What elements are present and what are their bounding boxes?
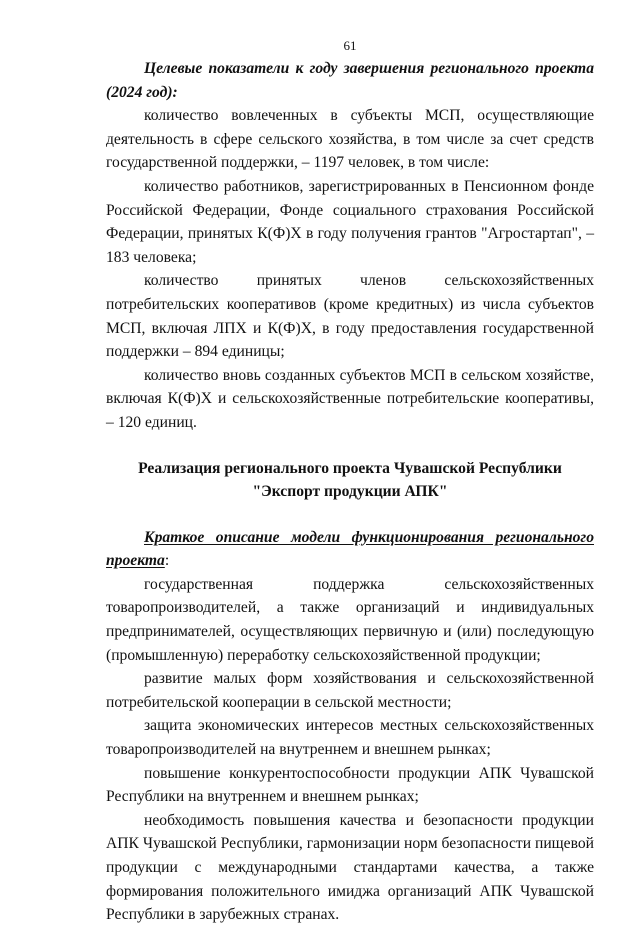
model-paragraph-5: необходимость повышения качества и безопасности продукции АПК Чувашской Республики, гармонизации норм безопасности пищевой продукции с международными стандартами качества, а также формирования положительного имиджа организаций АПК Чувашской Республики в зарубежных странах.	[106, 811, 594, 924]
section-title-line-2: "Экспорт продукции АПК"	[252, 483, 448, 501]
model-paragraph-2: развитие малых форм хозяйствования и сельскохозяйственной потребительской кооперации в сельской местности;	[106, 670, 594, 711]
spacer	[106, 435, 594, 457]
page-number: 61	[343, 38, 357, 53]
targets-paragraph-4: количество вновь созданных субъектов МСП в сельском хозяйстве, включая К(Ф)Х и сельскохозяйственные потребительские кооперативы, – 120 единиц.	[106, 366, 594, 431]
model-heading	[106, 526, 594, 573]
model-heading-text: Краткое описание модели функционирования регионального проекта	[106, 528, 594, 570]
model-paragraph-4: повышение конкурентоспособности продукции АПК Чувашской Республики на внутреннем и внешнем рынках;	[106, 764, 594, 806]
model-paragraph-3: защита экономических интересов местных сельскохозяйственных товаропроизводителей на внутреннем и внешнем рынках;	[106, 717, 594, 759]
page-content	[106, 57, 594, 927]
targets-paragraph-2: количество работников, зарегистрированных в Пенсионном фонде Российской Федерации, Фонде социального страхования Российской Федерации, принятых К(Ф)Х в году получения грантов "Агростартап", – 183 человека;	[106, 177, 594, 266]
targets-heading: Целевые показатели к году завершения регионального проекта (2024 год):	[106, 60, 594, 101]
spacer	[106, 504, 594, 526]
model-paragraph-1: государственная поддержка сельскохозяйственных товаропроизводителей, а также организаций и индивидуальных предпринимателей, осуществляющих первичную и (или) последующую (промышленную) переработку сельскохозяйственной продукции;	[106, 575, 594, 664]
model-heading-colon: :	[164, 552, 170, 570]
targets-paragraph-1: количество вовлеченных в субъекты МСП, осуществляющие деятельность в сфере сельского хозяйства, в том числе за счет средств государственной поддержки, – 1197 человек, в том числе:	[106, 107, 594, 172]
targets-paragraph-3: количество принятых членов сельскохозяйственных потребительских кооперативов (кроме кредитных) из числа субъектов МСП, включая ЛПХ и К(Ф)Х, в году предоставления государственной поддержки – 894 единицы;	[106, 272, 594, 361]
section-title-line-1: Реализация регионального проекта Чувашской Республики	[138, 459, 562, 477]
